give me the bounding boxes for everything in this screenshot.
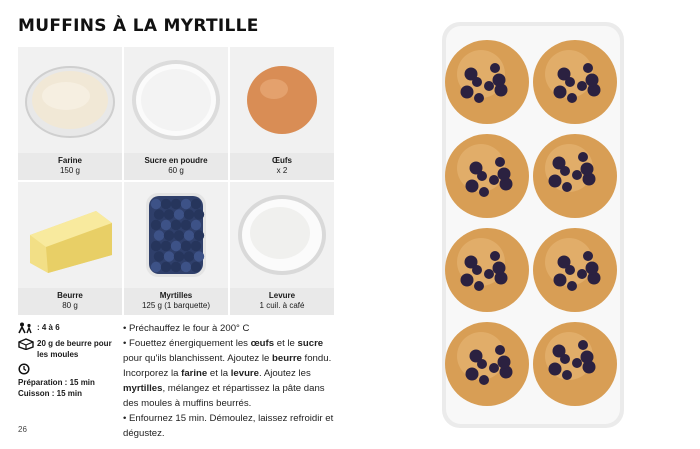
blueberry: [181, 241, 191, 251]
prep-time: Préparation : 15 min: [18, 378, 95, 387]
blueberry: [174, 251, 184, 261]
muffins-plate-photo: [440, 20, 626, 435]
muffin: [533, 40, 617, 124]
ingredient-name: Myrtilles: [159, 291, 193, 300]
blueberry: [184, 251, 194, 261]
muffin: [445, 228, 529, 312]
ingredient-qty: 150 g: [59, 166, 81, 175]
ingredient-qty: x 2: [276, 166, 288, 175]
ingredient-name: Sucre en poudre: [144, 156, 208, 165]
blueberry: [191, 199, 201, 209]
muffin: [533, 134, 617, 218]
blueberries-bowl-icon: [124, 182, 228, 288]
muffin: [533, 322, 617, 406]
ingredient-name: Beurre: [57, 291, 83, 300]
step-2: • Fouettez énergiquement les œufs et le sucre pour qu'ils blanchissent. Ajoutez le beurre fondu. Incorporez la farine et la levure. Ajoutez les myrtilles, mélangez et répartissez la pâte dans des moules à muffins beurrés.: [123, 338, 332, 409]
blueberry: [181, 262, 191, 272]
ingredient-flour: [18, 47, 122, 180]
blueberry: [151, 241, 161, 251]
step-1: • Préchauffez le four à 200° C: [123, 323, 250, 334]
blueberry: [171, 262, 181, 272]
cook-time: Cuisson : 15 min: [18, 389, 83, 398]
blueberry: [191, 241, 201, 251]
ingredients-grid: [18, 47, 334, 315]
servings-text: : 4 à 6: [37, 323, 60, 332]
blueberry: [194, 230, 204, 240]
blueberry: [164, 251, 174, 261]
blueberry: [154, 230, 164, 240]
blueberry: [174, 230, 184, 240]
recipe-title: MUFFINS À LA MYRTILLE: [18, 16, 259, 36]
blueberry: [164, 230, 174, 240]
ingredient-qty: 80 g: [62, 301, 78, 310]
blueberry: [171, 199, 181, 209]
ingredient-qty: 125 g (1 barquette): [141, 301, 211, 310]
extra-butter-text: 20 g de beurre pour les moules: [37, 339, 112, 359]
ingredient-butter: [18, 182, 122, 315]
blueberry: [161, 241, 171, 251]
blueberry: [151, 220, 161, 230]
blueberry: [174, 209, 184, 219]
blueberry: [161, 220, 171, 230]
step-3: • Enfournez 15 min. Démoulez, laissez refroidir et dégustez.: [123, 413, 334, 439]
page-number: 26: [18, 425, 27, 434]
muffin: [533, 228, 617, 312]
recipe-meta: [18, 322, 118, 399]
ingredient-sugar: [124, 47, 228, 180]
sugar-bowl-icon: [124, 47, 228, 153]
egg-icon: [230, 47, 334, 153]
blueberry: [184, 230, 194, 240]
blueberry: [164, 209, 174, 219]
blueberry: [191, 220, 201, 230]
ingredient-yeast: [230, 182, 334, 315]
ingredient-name: Œufs: [272, 156, 292, 165]
ingredient-name: Levure: [268, 291, 296, 300]
yeast-bowl-icon: [230, 182, 334, 288]
blueberry: [194, 251, 204, 261]
blueberry: [171, 220, 181, 230]
ingredient-eggs: [230, 47, 334, 180]
blueberry: [181, 199, 191, 209]
blueberry: [151, 262, 161, 272]
ingredient-name: Farine: [57, 156, 82, 165]
muffin: [445, 322, 529, 406]
butter-box-icon: [18, 338, 34, 350]
blueberry: [161, 199, 171, 209]
blueberry: [184, 209, 194, 219]
blueberry: [194, 209, 204, 219]
ingredient-blueberries: [124, 182, 228, 315]
blueberry: [191, 262, 201, 272]
blueberry: [151, 199, 161, 209]
flour-bowl-icon: [18, 47, 122, 153]
blueberry: [154, 209, 164, 219]
muffin: [445, 40, 529, 124]
ingredient-qty: 1 cuil. à café: [259, 301, 305, 310]
blueberry: [181, 220, 191, 230]
blueberry: [171, 241, 181, 251]
servings-icon: [18, 322, 34, 334]
butter-icon: [18, 182, 122, 288]
blueberry: [161, 262, 171, 272]
recipe-steps: [123, 321, 336, 441]
blueberry: [154, 251, 164, 261]
muffin: [445, 134, 529, 218]
ingredient-qty: 60 g: [168, 166, 184, 175]
timer-icon: [18, 363, 30, 375]
